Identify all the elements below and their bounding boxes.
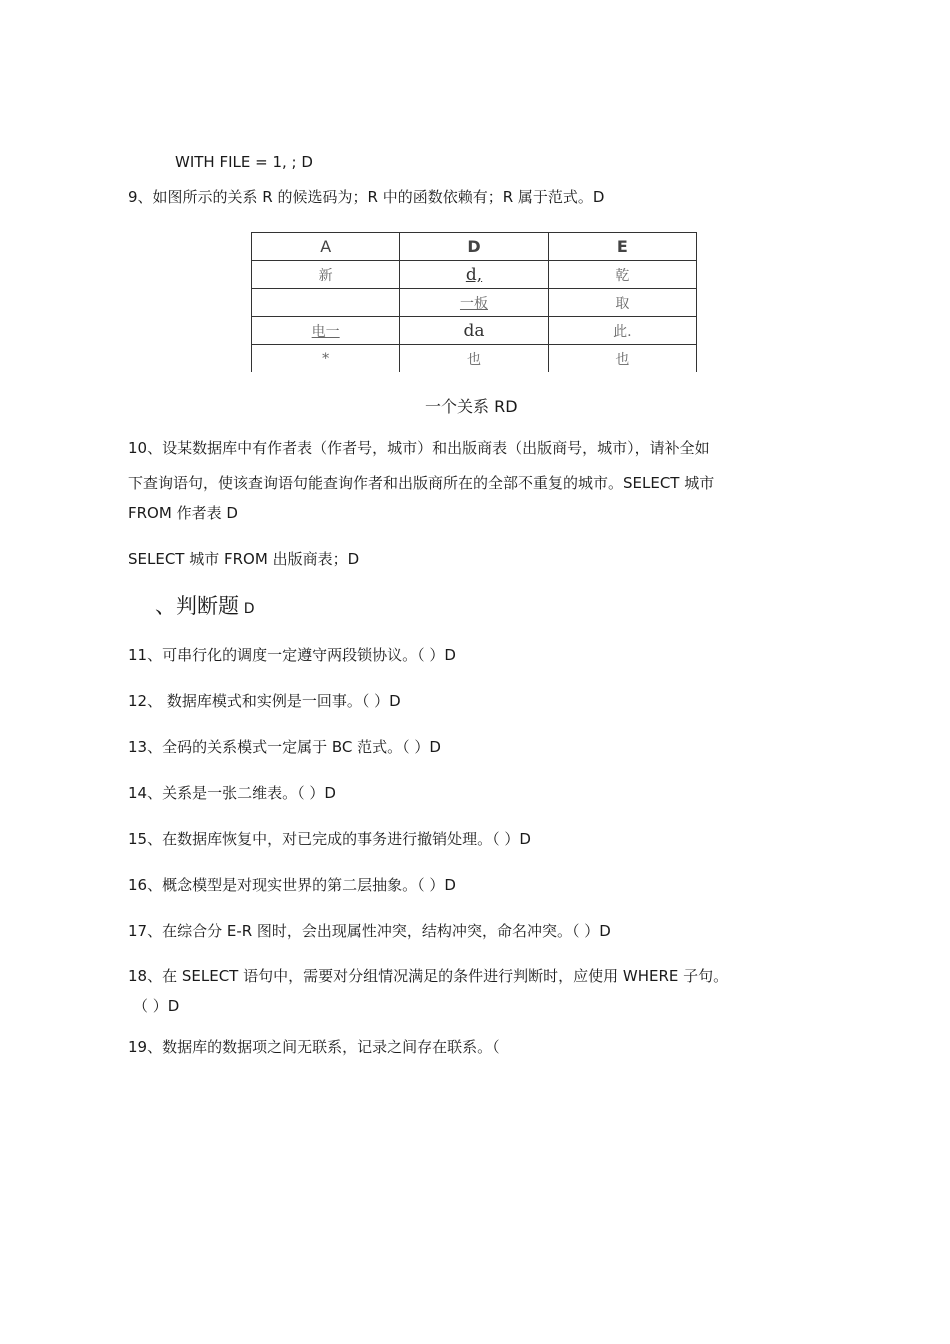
table-cell: 一板 — [400, 289, 548, 317]
relation-table — [251, 232, 697, 372]
section-mark: D — [243, 601, 255, 617]
table-cell: * — [252, 345, 400, 373]
table-cell: 也 — [548, 345, 696, 373]
table-cell: 取 — [548, 289, 696, 317]
question-9: 9、如图所示的关系 R 的候选码为；R 中的函数依赖有；R 属于范式。D — [128, 188, 605, 206]
question-13: 13、全码的关系模式一定属于 BC 范式。（ ）D — [128, 738, 441, 756]
question-12: 12、 数据库模式和实例是一回事。（ ）D — [128, 692, 401, 710]
question-10-line-2: 下查询语句，使该查询语句能查询作者和出版商所在的全部不重复的城市。SELECT 城市 — [128, 474, 715, 492]
question-19: 19、数据库的数据项之间无联系，记录之间存在联系。（ — [128, 1038, 500, 1056]
table-header-e: E — [548, 233, 696, 261]
table-row — [252, 261, 697, 289]
table-cell: d, — [400, 261, 548, 289]
table-row — [252, 317, 697, 345]
table-header-row — [252, 233, 697, 261]
question-10-line-1: 10、设某数据库中有作者表（作者号，城市）和出版商表（出版商号，城市），请补全如 — [128, 439, 710, 457]
table-row — [252, 289, 697, 317]
table-cell: 也 — [400, 345, 548, 373]
table-cell: 此. — [548, 317, 696, 345]
table-cell: 新 — [252, 261, 400, 289]
question-17: 17、在综合分 E-R 图时，会出现属性冲突，结构冲突，命名冲突。（ ）D — [128, 922, 611, 940]
table-caption: 一个关系 RD — [425, 397, 518, 416]
question-10-line-4: SELECT 城市 FROM 出版商表；D — [128, 550, 360, 568]
table-cell: da — [400, 317, 548, 345]
table-header-d: D — [400, 233, 548, 261]
question-11: 11、可串行化的调度一定遵守两段锁协议。（ ）D — [128, 646, 456, 664]
question-15: 15、在数据库恢复中，对已完成的事务进行撤销处理。（ ）D — [128, 830, 531, 848]
table-row — [252, 345, 697, 373]
section-heading — [155, 592, 255, 623]
question-16: 16、概念模型是对现实世界的第二层抽象。（ ）D — [128, 876, 456, 894]
question-14: 14、关系是一张二维表。（ ）D — [128, 784, 336, 802]
table-header-a: A — [252, 233, 400, 261]
table-cell: 乾 — [548, 261, 696, 289]
question-10-line-3: FROM 作者表 D — [128, 504, 238, 522]
table-cell: 电一 — [252, 317, 400, 345]
question-18-line-1: 18、在 SELECT 语句中，需要对分组情况满足的条件进行判断时，应使用 WHERE 子句。 — [128, 967, 729, 985]
with-file-line: WITH FILE = 1, ; D — [175, 153, 313, 171]
table-cell — [252, 289, 400, 317]
question-18-line-2: （ ）D — [133, 997, 180, 1015]
section-title: 、判断题 — [155, 594, 239, 618]
